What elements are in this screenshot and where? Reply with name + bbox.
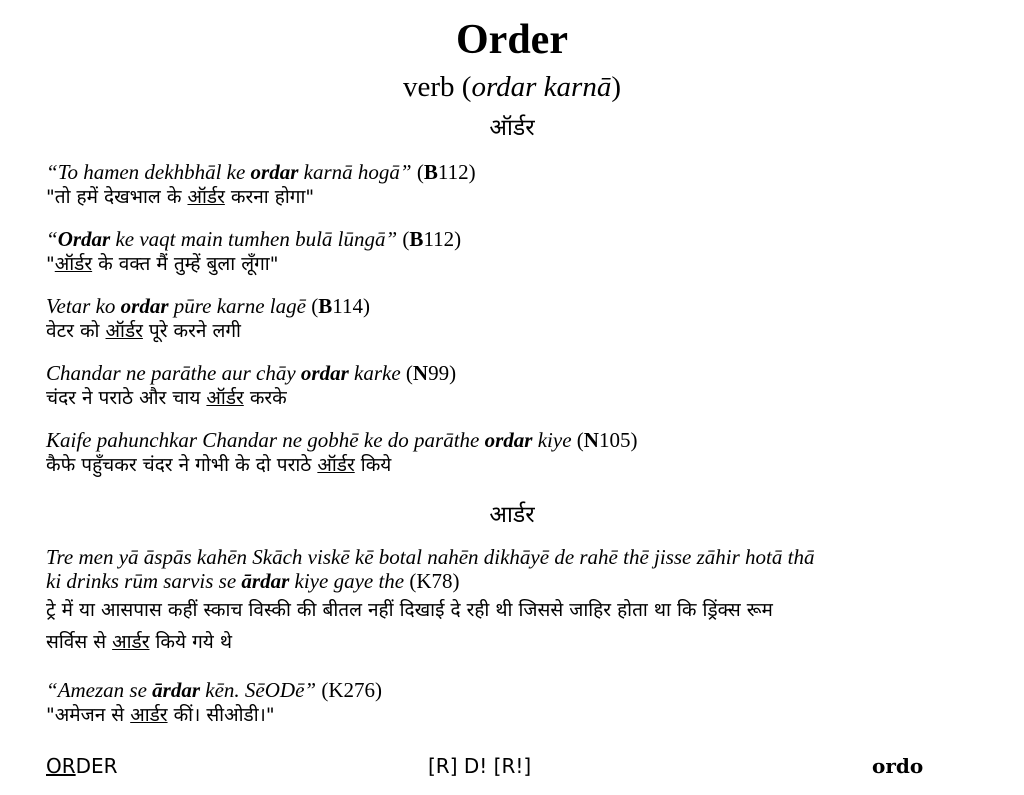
example-transliteration: “Amezan se ārdar kēn. SēODē” (K276) bbox=[46, 678, 382, 702]
example-transliteration: Vetar ko ordar pūre karne lagē (B114) bbox=[46, 294, 370, 318]
section-heading-1: ऑर्डर bbox=[489, 115, 535, 141]
keyword-devanagari: आर्डर bbox=[130, 704, 168, 726]
source-ref: (K276) bbox=[321, 678, 382, 702]
entry-subtitle: verb (ordar karnā) bbox=[402, 71, 622, 103]
keyword-devanagari: ऑर्डर bbox=[317, 454, 355, 476]
example-transliteration: “Ordar ke vaqt main tumhen bulā lūngā” (B112) bbox=[46, 227, 462, 251]
example-devanagari: "ऑर्डर के वक्त मैं तुम्हें बुला लूँगा" bbox=[46, 253, 279, 275]
example-transliteration: “To hamen dekhbhāl ke ordar karnā hogā” (B112) bbox=[46, 160, 476, 184]
example-transliteration: Chandar ne parāthe aur chāy ordar karke (N99) bbox=[46, 361, 457, 385]
example-entry bbox=[46, 361, 1006, 411]
keyword: ārdar bbox=[152, 678, 201, 702]
source-ref: (N105) bbox=[576, 428, 638, 452]
example-devanagari: "तो हमें देखभाल के ऑर्डर करना होगा" bbox=[46, 186, 315, 208]
keyword-devanagari: ऑर्डर bbox=[54, 253, 93, 275]
etymon: ordo bbox=[872, 754, 924, 778]
keyword: ordar bbox=[250, 160, 299, 184]
source-ref: (N99) bbox=[405, 361, 457, 385]
keyword-devanagari: ऑर्डर bbox=[187, 186, 225, 208]
entry-title: Order bbox=[456, 17, 568, 63]
example-devanagari: ट्रे में या आसपास कहीं स्काच विस्की की बीतल नहीं दिखाई दे रही थी जिससे जाहिर होता था कि ड्रिंक्स रूम bbox=[46, 599, 773, 621]
keyword: ordar bbox=[120, 294, 169, 318]
example-entry bbox=[46, 428, 1006, 478]
entry-code: ORDER bbox=[46, 754, 118, 778]
section-heading-2: आर्डर bbox=[489, 502, 535, 528]
example-entry bbox=[46, 678, 1006, 728]
example-transliteration: ki drinks rūm sarvis se ārdar kiye gaye the (K78) bbox=[46, 569, 460, 593]
keyword: ārdar bbox=[241, 569, 290, 593]
keyword: ordar bbox=[484, 428, 533, 452]
example-entry bbox=[46, 294, 1006, 344]
keyword-devanagari: ऑर्डर bbox=[206, 387, 244, 409]
example-devanagari: सर्विस से आर्डर किये गये थे bbox=[46, 631, 232, 653]
example-devanagari: वेटर को ऑर्डर पूरे करने लगी bbox=[46, 320, 241, 342]
example-entry bbox=[46, 227, 1006, 277]
part-of-speech: verb bbox=[402, 71, 455, 103]
source-ref: (B114) bbox=[311, 294, 370, 318]
keyword-devanagari: ऑर्डर bbox=[105, 320, 143, 342]
keyword: Ordar bbox=[57, 227, 111, 251]
source-ref: (B112) bbox=[402, 227, 462, 251]
source-ref: (B112) bbox=[416, 160, 476, 184]
example-entry bbox=[46, 160, 1006, 210]
keyword: ordar bbox=[300, 361, 349, 385]
keyword-devanagari: आर्डर bbox=[112, 631, 150, 653]
pos-gloss: ordar karnā bbox=[471, 71, 612, 103]
example-transliteration: Kaife pahunchkar Chandar ne gobhē ke do parāthe ordar kiye (N105) bbox=[46, 428, 638, 452]
source-ref: (K78) bbox=[409, 569, 460, 593]
entry-footer bbox=[0, 752, 1024, 782]
example-entry bbox=[46, 545, 1006, 657]
example-devanagari: चंदर ने पराठे और चाय ऑर्डर करके bbox=[46, 387, 287, 409]
example-transliteration: Tre men yā āspās kahēn Skāch viskē kē botal nahēn dikhāyē de rahē thē jisse zāhir hotā thā bbox=[46, 545, 815, 569]
phonetic-pattern: [R] D! [R!] bbox=[428, 754, 532, 778]
example-devanagari: "अमेजन से आर्डर कीं। सीओडी।" bbox=[46, 704, 275, 726]
example-devanagari: कैफे पहुँचकर चंदर ने गोभी के दो पराठे ऑर्डर किये bbox=[46, 454, 392, 476]
